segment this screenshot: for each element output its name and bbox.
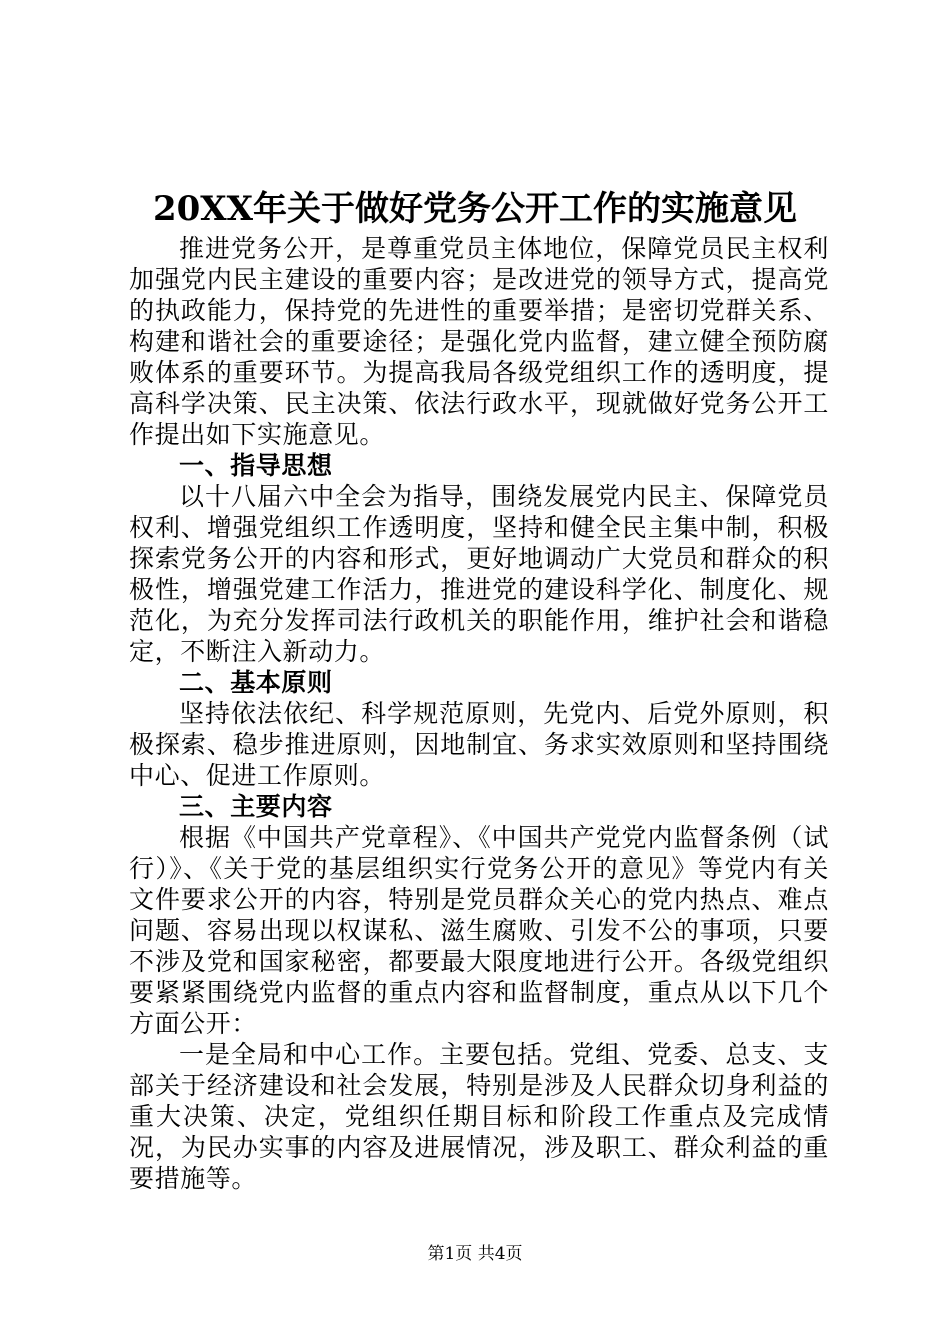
section-paragraph-main-content: 根据《中国共产党章程》、《中国共产党党内监督条例（试行）》、《关于党的基层组织实行党务公开的意见》等党内有关文件要求公开的内容，特别是党员群众关心的党内热点、难点问题、容易出现以权谋私、滋生腐败、引发不公的事项，只要不涉及党和国家秘密，都要最大限度地进行公开。各级党组织要紧紧围绕党内监督的重点内容和监督制度，重点从以下几个方面公开： <box>129 823 829 1038</box>
intro-paragraph: 推进党务公开，是尊重党员主体地位，保障党员民主权利加强党内民主建设的重要内容；是改进党的领导方式，提高党的执政能力，保持党的先进性的重要举措；是密切党群关系、构建和谐社会的重要途径；是强化党内监督，建立健全预防腐败体系的重要环节。为提高我局各级党组织工作的透明度，提高科学决策、民主决策、依法行政水平，现就做好党务公开工作提出如下实施意见。 <box>129 234 829 449</box>
section-heading-main-content: 三、主要内容 <box>179 792 333 821</box>
document-title: 20XX年关于做好党务公开工作的实施意见 <box>152 189 798 229</box>
section-paragraph-basic-principles: 坚持依法依纪、科学规范原则，先党内、后党外原则，积极探索、稳步推进原则，因地制宜、务求实效原则和坚持围绕中心、促进工作原则。 <box>129 699 829 790</box>
section-heading-basic-principles: 二、基本原则 <box>179 668 333 697</box>
page-footer: 第1页 共4页 <box>427 1244 523 1264</box>
section-heading-guiding-ideology: 一、指导思想 <box>179 451 333 480</box>
section-paragraph-main-content-item-1: 一是全局和中心工作。主要包括。党组、党委、总支、支部关于经济建设和社会发展，特别是涉及人民群众切身利益的重大决策、决定，党组织任期目标和阶段工作重点及完成情况，为民办实事的内容及进展情况，涉及职工、群众利益的重要措施等。 <box>129 1040 829 1193</box>
section-paragraph-guiding-ideology: 以十八届六中全会为指导，围绕发展党内民主、保障党员权利、增强党组织工作透明度，坚持和健全民主集中制，积极探索党务公开的内容和形式，更好地调动广大党员和群众的积极性，增强党建工作活力，推进党的建设科学化、制度化、规范化，为充分发挥司法行政机关的职能作用，维护社会和谐稳定，不断注入新动力。 <box>129 482 829 666</box>
document-body <box>129 233 829 1194</box>
